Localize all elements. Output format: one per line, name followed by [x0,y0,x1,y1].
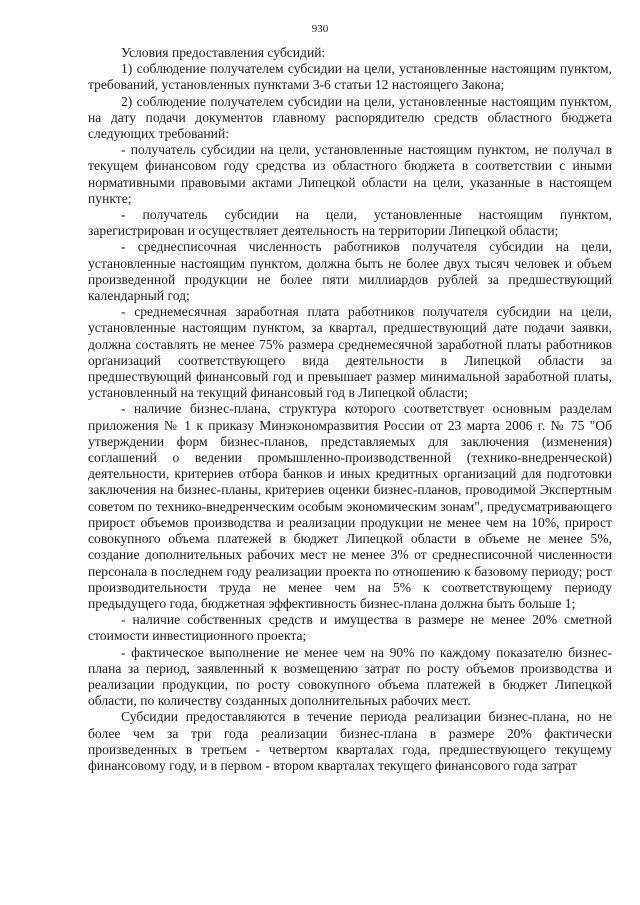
paragraph-requirement-headcount: - среднесписочная численность работников получателя субсидии на цели, установленные настоящим пунктом, должна быть не более двух тысяч человек и объем произведенной продукции не более пяти миллиардов рублей за предшествующий календарный год; [88,239,612,304]
paragraph-requirement-own-funds: - наличие собственных средств и имущества в размере не менее 20% сметной стоимости инвестиционного проекта; [88,612,612,644]
paragraph-requirement-business-plan: - наличие бизнес-плана, структура которого соответствует основным разделам приложения № 1 к приказу Минэкономразвития России от 23 марта 2006 г. № 75 "Об утверждении форм бизнес-планов, представляемых для заключения (изменения) соглашений о ведении промышленно-производственной (технико-внедренческой) деятельности, критериев отбора банков и иных кредитных организаций для подготовки заключения на бизнес-планы, критериев оценки бизнес-планов, проводимой Экспертным советом по технико-внедренческим особым экономическим зонам", предусматривающего прирост объемов производства и реализации продукции не менее чем на 10%, прирост совокупного объема платежей в бюджет Липецкой области в объеме не менее 5%, создание дополнительных рабочих мест не менее 3% от среднесписочной численности персонала в последнем году реализации проекта по отношению к базовому периоду; рост производительности труда не менее чем на 5% к соответствующему периоду предыдущего года, бюджетная эффективность бизнес-плана должна быть больше 1; [88,401,612,611]
document-body [88,45,612,774]
paragraph-requirement-actual-performance: - фактическое выполнение не менее чем на 90% по каждому показателю бизнес-плана за период, заявленный к возмещению затрат по росту объемов производства и реализации продукции, по росту совокупного объема платежей в бюджет Липецкой области, по количеству созданных дополнительных рабочих мест. [88,644,612,709]
page-number: 930 [311,23,329,35]
paragraph-requirement-registration: - получатель субсидии на цели, установленные настоящим пунктом, зарегистрирован и осуществляет деятельность на территории Липецкой области; [88,207,612,239]
paragraph-subsidy-period: Субсидии предоставляются в течение периода реализации бизнес-плана, но не более чем за три года реализации бизнес-плана в размере 20% фактически произведенных в третьем - четвертом кварталах года, предшествующего текущему финансовому году, и в первом - втором кварталах текущего финансового года затрат [88,709,612,773]
paragraph-requirement-salary: - среднемесячная заработная плата работников получателя субсидии на цели, установленные настоящим пунктом, за квартал, предшествующий дате подачи заявки, должна составлять не менее 75% размера среднемесячной заработной платы работников организаций соответствующего вида деятельности в Липецкой области за предшествующий финансовый год и превышает размер минимальной заработной платы, установленный на текущий финансовый год в Липецкой области; [88,304,612,401]
paragraph-conditions-heading: Условия предоставления субсидий: [121,45,326,60]
paragraph-condition-2: 2) соблюдение получателем субсидии на цели, установленные настоящим пунктом, на дату подачи документов главному распорядителю средств областного бюджета следующих требований: [88,93,612,142]
paragraph-requirement-no-other-funds: - получатель субсидии на цели, установленные настоящим пунктом, не получал в текущем финансовом году средства из областного бюджета в соответствии с иными нормативными правовыми актами Липецкой области на цели, указанные в настоящем пункте; [88,142,612,206]
paragraph-condition-1: 1) соблюдение получателем субсидии на цели, установленные настоящим пунктом, требований, установленных пунктами 3-6 статьи 12 настоящего Закона; [88,61,612,93]
